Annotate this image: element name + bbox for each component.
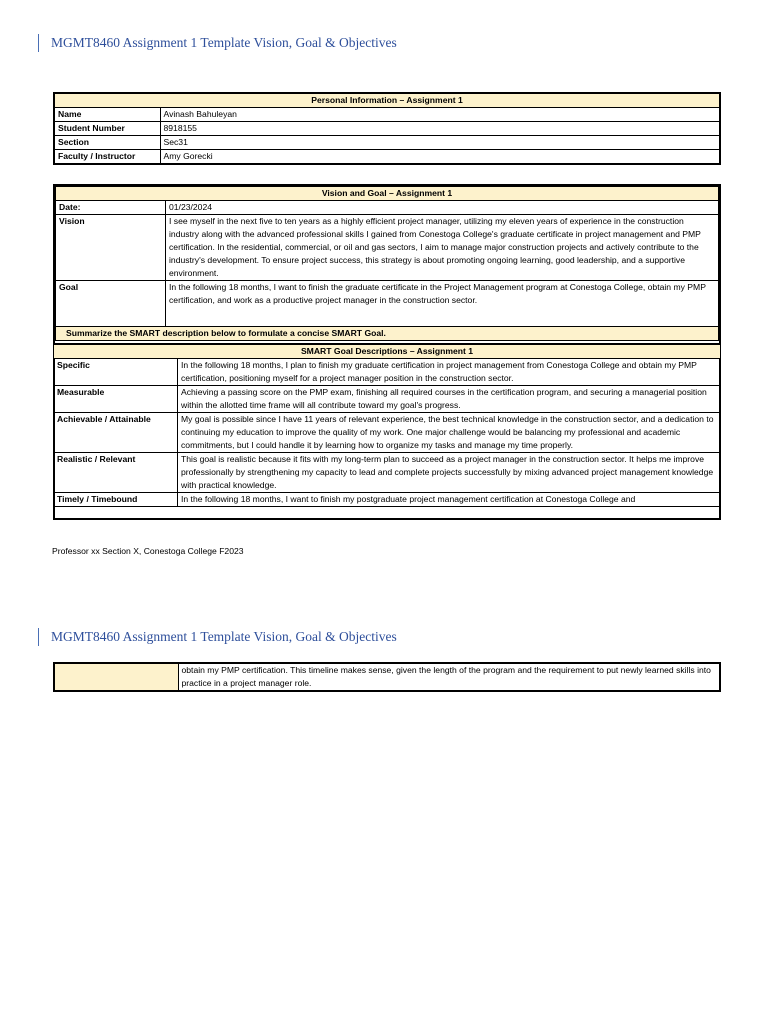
instructor-value: Amy Gorecki [160,150,720,165]
header-title: MGMT8460 Assignment 1 Template Vision, Goal & Objectives [51,35,397,50]
continuation-table [53,662,721,692]
table-row [54,413,721,453]
student-number-label: Student Number [54,122,160,136]
table-row [54,493,721,507]
vision-label: Vision [56,215,166,281]
realistic-text: This goal is realistic because it fits with my long-term plan to succeed as a project manager in the construction sector. It helps me improve professionally by strengthening my capacity to lead and complete projects successfully by mixing advanced project management knowledge with practical knowledge. [178,453,721,493]
table-row [54,136,720,150]
specific-text: In the following 18 months, I plan to finish my graduate certification in project management from Conestoga College and obtain my PMP certification, positioning myself for a project manager position in the construction sector. [178,359,721,386]
measurable-label: Measurable [54,386,178,413]
table-row [54,359,721,386]
personal-info-heading: Personal Information – Assignment 1 [54,93,720,108]
table-row [54,108,720,122]
page-header [38,34,397,52]
table-row [56,281,719,327]
page-footer: Professor xx Section X, Conestoga College F2023 [52,546,244,556]
realistic-label: Realistic / Relevant [54,453,178,493]
page-2-header [38,628,397,646]
name-label: Name [54,108,160,122]
personal-info-table [53,92,721,165]
goal-text: In the following 18 months, I want to finish the graduate certificate in the Project Management program at Conestoga College, obtain my PMP certification, and work as a productive project manager in the construction sector. [166,281,719,327]
table-row [54,453,721,493]
table-row [54,386,721,413]
table-row [54,150,720,165]
table-row [54,122,720,136]
timely-label: Timely / Timebound [54,493,178,507]
smart-summary-note: Summarize the SMART description below to formulate a concise SMART Goal. [56,327,719,341]
specific-label: Specific [54,359,178,386]
vision-goal-heading: Vision and Goal – Assignment 1 [56,187,719,201]
table-row [56,215,719,281]
goal-label: Goal [56,281,166,327]
achievable-label: Achievable / Attainable [54,413,178,453]
continuation-text: obtain my PMP certification. This timeline makes sense, given the length of the program and the requirement to put newly learned skills into practice in a project manager role. [178,663,720,691]
table-row [56,201,719,215]
page-2-header-title: MGMT8460 Assignment 1 Template Vision, Goal & Objectives [51,629,397,644]
section-label: Section [54,136,160,150]
measurable-text: Achieving a passing score on the PMP exam, finishing all required courses in the certification program, and securing a managerial position within the allotted time frame will all contribute toward my goal's progress. [178,386,721,413]
smart-table [53,343,721,507]
name-value: Avinash Bahuleyan [160,108,720,122]
date-value: 01/23/2024 [166,201,719,215]
vision-text: I see myself in the next five to ten years as a highly efficient project manager, utilizing my eleven years of experience in the construction industry along with the advanced professional skills I gained from Conestoga College's graduate certificate in project management and PMP certification. In the residential, commercial, or oil and gas sectors, I aim to manage major construction projects and actively contribute to the industry's development. To ensure project success, this strategy is about promoting ongoing learning, good leadership, and a supportive environment. [166,215,719,281]
instructor-label: Faculty / Instructor [54,150,160,165]
achievable-text: My goal is possible since I have 11 years of relevant experience, the best technical knowledge in the construction sector, and a dedication to continuing my education to improve the quality of my work. One major challenge would be balancing my professional and academic commitments, but I could handle it by learning how to organize my tasks and manage my time properly. [178,413,721,453]
section-value: Sec31 [160,136,720,150]
timely-text: In the following 18 months, I want to finish my postgraduate project management certification at Conestoga College and [178,493,721,507]
student-number-value: 8918155 [160,122,720,136]
date-label: Date: [56,201,166,215]
continuation-label-cell [54,663,178,691]
table-row [54,663,720,691]
vision-goal-table [55,186,719,341]
smart-heading: SMART Goal Descriptions – Assignment 1 [54,344,721,359]
